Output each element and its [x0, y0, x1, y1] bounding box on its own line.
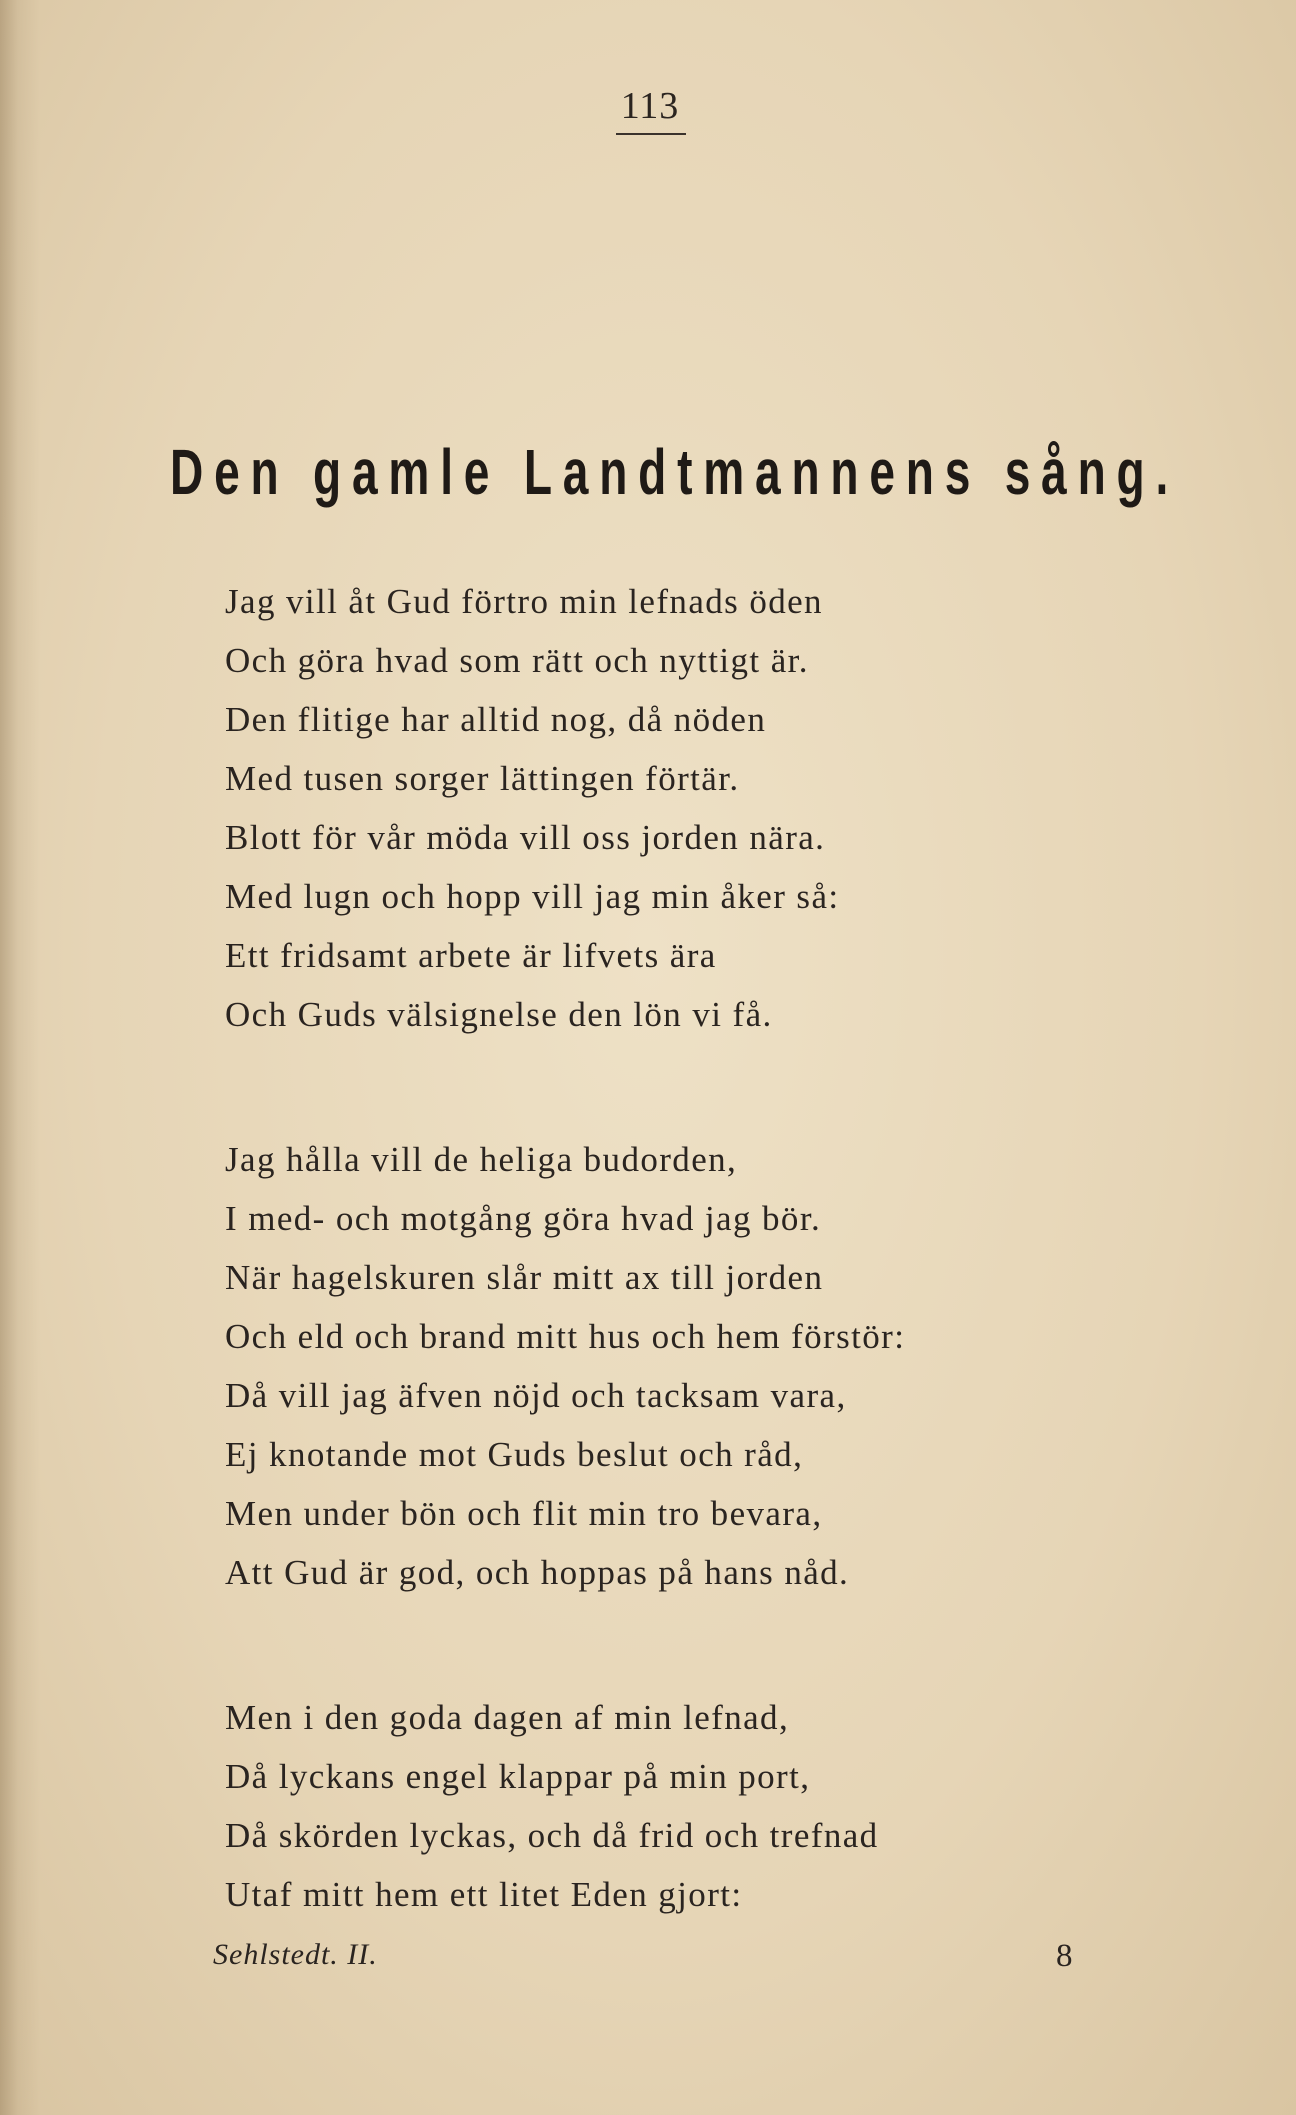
- verse-line: Utaf mitt hem ett litet Eden gjort:: [225, 1875, 743, 1914]
- verse-line: Blott för vår möda vill oss jorden nära.: [225, 818, 826, 857]
- verse-line: Men i den goda dagen af min lefnad,: [225, 1698, 790, 1737]
- page-number: 113: [620, 85, 680, 127]
- verse-line: Då vill jag äfven nöjd och tacksam vara,: [225, 1376, 847, 1415]
- verse-line: Med lugn och hopp vill jag min åker så:: [225, 877, 840, 916]
- poem-title: Den gamle Landtmannens sång.: [170, 436, 1180, 508]
- page-number-underline: [616, 133, 686, 135]
- verse-line: Ej knotande mot Guds beslut och råd,: [225, 1435, 804, 1474]
- verse-line: I med- och motgång göra hvad jag bör.: [225, 1199, 822, 1238]
- stanza-3: [225, 1688, 1125, 1924]
- footer-signature: Sehlstedt. II.: [213, 1938, 378, 1971]
- verse-line: Jag hålla vill de heliga budorden,: [225, 1140, 738, 1179]
- verse-line: Då lyckans engel klappar på min port,: [225, 1757, 811, 1796]
- verse-line: Men under bön och flit min tro bevara,: [225, 1494, 823, 1533]
- verse-line: Och eld och brand mitt hus och hem förstör:: [225, 1317, 906, 1356]
- sheet-number: 8: [1056, 1938, 1073, 1974]
- verse-line: Den flitige har alltid nog, då nöden: [225, 700, 767, 739]
- verse-line: Då skörden lyckas, och då frid och trefnad: [225, 1816, 879, 1855]
- stanza-1: [225, 572, 1125, 1044]
- verse-line: Jag vill åt Gud förtro min lefnads öden: [225, 582, 823, 621]
- verse-line: Och göra hvad som rätt och nyttigt är.: [225, 641, 809, 680]
- verse-line: När hagelskuren slår mitt ax till jorden: [225, 1258, 824, 1297]
- stanza-2: [225, 1130, 1125, 1602]
- verse-line: Med tusen sorger lättingen förtär.: [225, 759, 740, 798]
- verse-line: Ett fridsamt arbete är lifvets ära: [225, 936, 717, 975]
- verse-line: Att Gud är god, och hoppas på hans nåd.: [225, 1553, 850, 1592]
- verse-line: Och Guds välsignelse den lön vi få.: [225, 995, 773, 1034]
